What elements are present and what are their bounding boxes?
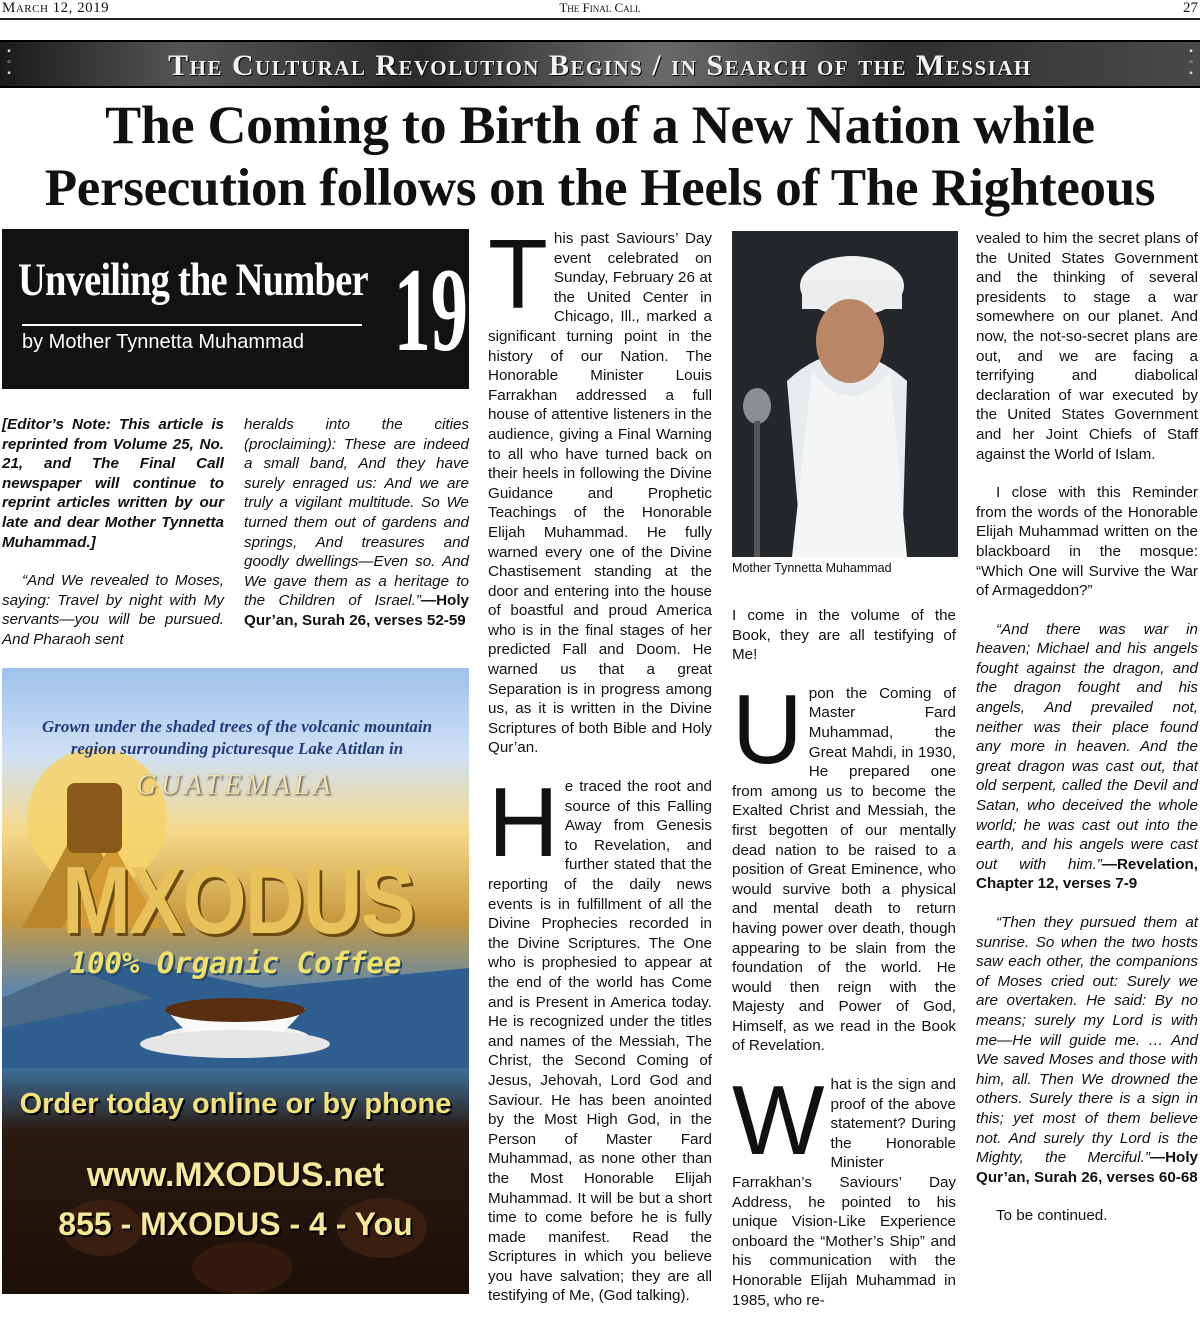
revelation-quote: “And there was war in heaven; Michael and his angels fought against the dragon, and the dragon fought and his angels, And prevailed not, neither was their place found any more in heaven. And the great dragon was cast out, that old serpent, called the Devil and Satan, who deceived the whole world; he was cast out into the earth, and his angels were cast out with him.”—Revelation, Chapter 12, verses 7-9 xyxy=(976,620,1198,893)
banner-ornament-left-icon: ▪ ▫ ▪ xyxy=(7,46,11,79)
ad-website[interactable]: www.MXODUS.net xyxy=(86,1156,385,1194)
paragraph-sign-and-proof: What is the sign and proof of the above statement? During the Honorable Minister Farrakhan’s Saviours’ Day Address, he pointed to his unique Vision-Like Experience onboard the “Mother’s Ship” and his communication with the Honorable Elijah Muhammad in 1985, who re- xyxy=(732,1065,956,1309)
drop-cap-h: H xyxy=(488,767,559,878)
column-logo xyxy=(2,229,469,389)
photo-caption: Mother Tynnetta Muhammad xyxy=(732,561,892,575)
drop-cap-t: T xyxy=(488,219,548,329)
paragraph-secret-plans: vealed to him the secret plans of the United States Government and the thinking of several presidents to stage a war somewhere on our planet. And now, the not-so-secret plans are out, and we are facing a terrifying and diabolical declaration of war executed by the United States Government and her Joint Chiefs of Staff against the World of Islam. xyxy=(976,230,1198,463)
quran-quote-continued xyxy=(244,415,469,631)
revelation-citation: —Revelation, Chapter 12, verses 7-9 xyxy=(976,855,1198,893)
drop-cap-w: W xyxy=(732,1065,825,1176)
banner-text: The Cultural Revolution Begins / in Search of the Messiah xyxy=(168,49,1032,82)
banner-ornament-right-icon: ▪ ▫ ▪ xyxy=(1189,46,1193,79)
portrait-image xyxy=(732,231,958,557)
paragraph-root-and-source: He traced the root and source of this Falling Away from Genesis to Revelation, and further stated that the reporting of the daily news events is in fulfillment of all the Divine Prophecies recorded in the Divine Scriptures. The One who is prophesied to appear at the end of the world has Come and is Present in America today. He is recognized under the titles and names of the Messiah, The Christ, the Second Coming of Jesus, Jehovah, Lord God and Saviour. He has been anointed by the Most High God, in the Person of Master Fard Muhammad, as none other than the Most Honorable Elijah Muhammad. It will be but a short time to come before he is fully made manifest. Read the Scriptures in which you believe you have salvation; they are all testifying of Me, (God talking). xyxy=(488,767,712,1305)
column-3 xyxy=(488,219,712,1325)
section-banner xyxy=(0,40,1200,88)
to-be-continued: To be continued. xyxy=(996,1207,1108,1225)
ad-tagline: Grown under the shaded trees of the volcanic mountain region surrounding picturesque Lake Atitlan in xyxy=(41,717,433,758)
drop-cap-u: U xyxy=(732,673,803,784)
coffee-advertisement xyxy=(2,668,469,1294)
quote-text: heralds into the cities (proclaiming): These are indeed a small band, And they have surely enraged us: And we are truly a vigilant multitude. So We turned them out of gardens and springs, And treasures and goodly dwellings—Even so. And We gave them as a heritage to the Children of Israel.” xyxy=(244,416,469,610)
page-number: 27 xyxy=(1183,0,1198,16)
page-folio xyxy=(0,0,1200,20)
editors-note: [Editor’s Note: This article is reprinted from Volume 25, No. 21, and The Final Call newspaper will continue to reprint articles written by our late and dear Mother Tynnetta Muhammad.] xyxy=(2,416,224,551)
paragraph-reminder: I close with this Reminder from the words of the Honorable Elijah Muhammad written on the blackboard in the mosque: “Which One will Survive the War of Armageddon?” xyxy=(976,484,1198,600)
column-1 xyxy=(2,415,224,669)
ad-artwork xyxy=(2,668,469,1294)
paragraph-volume: I come in the volume of the Book, they are all testifying of Me! xyxy=(732,607,956,664)
headline-line-1: The Coming to Birth of a New Nation while xyxy=(105,95,1095,155)
publication-name: The Final Call xyxy=(559,0,641,15)
ad-phone: 855 - MXODUS - 4 - You xyxy=(58,1206,413,1242)
ad-brand: MXODUS xyxy=(62,847,415,954)
paragraph-coming-of-fard: Upon the Coming of Master Fard Muhammad, the Great Mahdi, in 1930, He prepared one from among us to become the Exalted Christ and Messiah, the first begotten of our mentally dead nation to be raised to a position of Great Eminence, who would survive both a physical and mental death to return having power over death, though appearing to be slain from the foundation of the world. He would then reign with the Majesty and Power of God, Himself, as we read in the Book of Revelation. xyxy=(732,673,956,1055)
quote-citation: —Holy Qur’an, Surah 26, verses 52-59 xyxy=(244,592,469,629)
quran-quote-start: “And We revealed to Moses, saying: Travel by night with My servants—you will be pursued. And Pharaoh sent xyxy=(2,572,224,648)
column-logo-rule xyxy=(22,324,362,326)
paragraph-saviours-day: This past Saviours’ Day event celebrated on Sunday, February 26 at the United Center in Chicago, Ill., marked a significant turning point in the history of our Nation. The Honorable Minister Louis Farrakhan addressed a full house of attentive listeners in the audience, giving a Final Warning to all who have turned back on their heels in following the Divine Guidance and Prophetic Teachings of the Honorable Elijah Muhammad. He fully warned every one of the Divine Chastisement standing at the door and entering into the house of boastful and proud America who is in the final stages of her predicted Fall and Doom. He warned us that a great Separation is in progress among us, as it is written in the Divine Scriptures of both Bible and Holy Qur’an. xyxy=(488,219,712,757)
quran-citation-2: —Holy Qur’an, Surah 26, verses 60-68 xyxy=(976,1149,1198,1186)
column-4 xyxy=(732,606,956,1329)
column-5 xyxy=(976,229,1198,1245)
column-byline: by Mother Tynnetta Muhammad xyxy=(22,331,304,353)
quran-quote-2: “Then they pursued them at sunrise. So when the two hosts saw each other, the companions of Moses cried out: Surely we are overtaken. He said: By no means; surely my Lord is with me—He will guide me. … And We saved Moses and those with him, all. Then We drowned the others. Surely there is a sign in this; yet most of them believe not. And surely thy Lord is the Mighty, the Merciful.”—Holy Qur’an, Surah 26, verses 60-68 xyxy=(976,914,1198,1186)
ad-country: GUATEMALA xyxy=(136,770,335,801)
column-2 xyxy=(244,415,469,650)
column-title: Unveiling the Number xyxy=(18,254,368,306)
ad-product: 100% Organic Coffee xyxy=(69,946,402,980)
ad-order-line: Order today online or by phone xyxy=(19,1088,452,1120)
issue-date: March 12, 2019 xyxy=(2,0,110,16)
column-number: 19 xyxy=(393,243,468,376)
headline-line-2: Persecution follows on the Heels of The Righteous xyxy=(44,159,1156,217)
portrait-photo xyxy=(732,231,958,557)
headline xyxy=(0,94,1200,220)
